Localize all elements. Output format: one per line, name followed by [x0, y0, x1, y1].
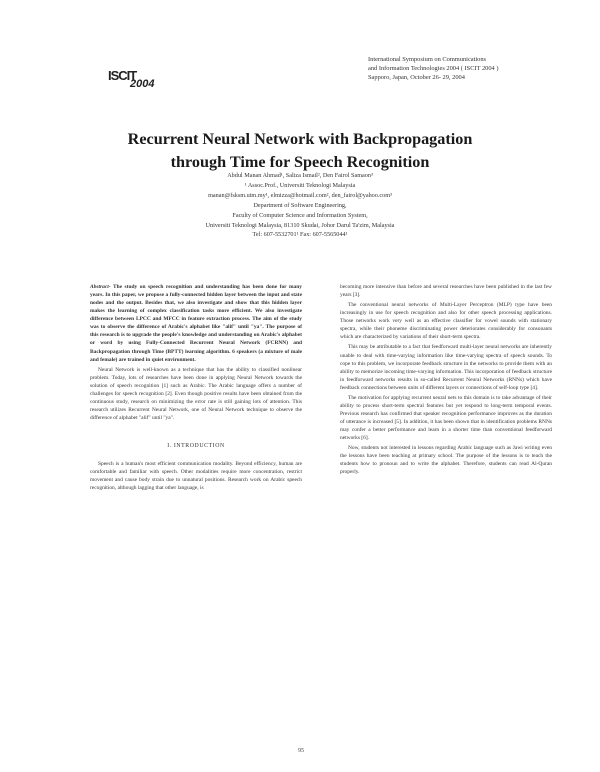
body-paragraph: This may be attributable to a fact that feedforward multi-layer neural networks are inherently unable to deal with time-varying information like time-varying spectra of speech sounds. To cope to this problem, we incorporate feedback structure in the networks to provide them with an ability to memorize incoming time-varying information. This incorporation of feedback structure in feedforward networks results in so-called Recurrent Neural Networks (RNNs) which have feedback connections between units of different layers or connections of self-loop type [4].: [340, 344, 552, 391]
body-paragraph: The conventional neural networks of Multi-Layer Perceptron (MLP) type have been increasingly in use for speech recognition and also for other speech processing applications. Those networks work very well as an effective classifier for vowel sounds with stationary spectra, while their phoneme discriminating power deteriorates considerably for consonants which are characterized by variations of their short-term spectra.: [340, 302, 552, 341]
conference-line: Sapporo, Japan, October 26- 29, 2004: [368, 73, 465, 81]
conference-line: International Symposium on Communications: [368, 56, 487, 63]
conference-logo: [108, 68, 178, 94]
university-address: Universiti Teknologi Malaysia, 81310 Skudai, Johor Darul Ta'zim, Malaysia: [205, 221, 395, 229]
section-heading: I. INTRODUCTION: [167, 443, 225, 450]
logo-mark: ISCIT: [108, 68, 137, 83]
left-column: [90, 283, 302, 492]
intro-paragraph: Neural Network is well-known as a technique that has the ability to classified nonlinear problem. Today, lots of researches have been done in applying Neural Network towards the solution of speech recognition [1] such as Arabic. The Arabic language offers a number of challenges for speech recognition [2]. Even though positive results have been obtained from the continuous study, research on minimizing the error rate is still gaining lots of attention. This research utilizes Recurrent Neural Network, one of Neural Network technique to observe the difference of alphabet "alif" until "ya".: [90, 366, 302, 421]
body-paragraph: Now, students not interested in lessons regarding Arabic language such as Jawi writing even the lessons have been teaching at primary school. The purpose of the lessons is to teach the students how to pronoun and to write the alphabet. Therefore, students can read Al-Quran properly.: [340, 445, 552, 476]
page-number: 95: [298, 748, 304, 754]
department: Department of Software Engineering,: [253, 201, 347, 209]
paper-title: [80, 128, 520, 174]
author-affiliation: ¹ Assoc.Prof., Universiti Teknologi Malaysia: [244, 181, 356, 189]
abstract-label: Abstract-: [90, 284, 111, 290]
abstract: [90, 283, 302, 364]
body-paragraph: Speech is a human's most efficient communication modality. Beyond efficiency, human are comfortable and familiar with speech. Other modalities require more concentration, restrict movement and cause body strain due to unnatural positions. Research work on Arabic speech recognition, although lagging that other language, is: [90, 461, 302, 492]
conference-header: [368, 56, 578, 82]
body-paragraph: The motivation for applying recurrent neural nets to this domain is to take advantage of their ability to process short-term spectral features but yet respond to long-term temporal events. Previous research has confirmed that speaker recognition performance improves as the duration of utterance is increased [5]. In addition, it has been shown that in identification problems RNNs may confer a better performance and learn in a shorter time than conventional feedforward networks [6].: [340, 394, 552, 442]
author-emails: manan@fsksm.utm.my¹, elmizza@hotmail.com², den_fairol@yahoo.com³: [208, 191, 392, 199]
logo-year: 2004: [130, 78, 155, 90]
author-block: [170, 171, 430, 240]
title-line: Recurrent Neural Network with Backpropagation: [127, 130, 473, 148]
contact-numbers: Tel: 607-5532701¹ Fax: 607-5565044¹: [252, 231, 348, 239]
author-names: Abdul Manan Ahmad¹, Saliza Ismail², Den Fairol Samaon³: [227, 172, 373, 179]
abstract-text: The study on speech recognition and understanding has been done for many years. In this paper, we propose a fully-connected hidden layer between the input and state nodes and the output. Besides that, we also investigate and show that this hidden layer makes the learning of complex classification tasks more efficient. We also investigate difference between LPCC and MFCC in feature extraction process. The aim of the study was to observe the difference of Arabic's alphabet like "alif" until "ya". The purpose of this research is to upgrade the people's knowledge and understanding on Arabic's alphabet or word by using Fully-Connected Recurrent Neural Network (FCRNN) and Backpropagation through Time (BPTT) learning algorithm. 6 speakers (a mixture of male and female) are trained in quiet environment.: [90, 284, 302, 363]
conference-line: and Information Technologies 2004 ( ISCIT 2004 ): [368, 64, 499, 72]
right-column: [340, 283, 552, 476]
title-line: through Time for Speech Recognition: [170, 153, 430, 171]
body-paragraph: becoming more intensive than before and several researches have been published in the last few years [3].: [340, 284, 552, 299]
faculty: Faculty of Computer Science and Information System,: [232, 211, 368, 219]
